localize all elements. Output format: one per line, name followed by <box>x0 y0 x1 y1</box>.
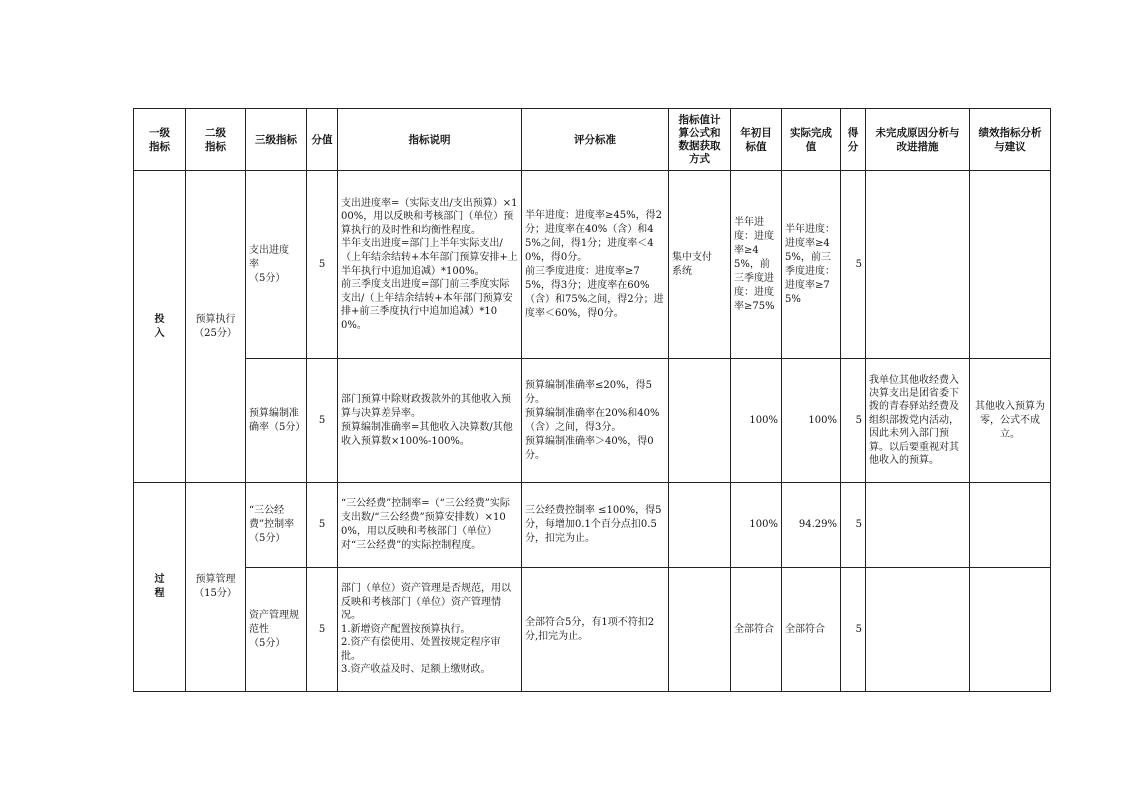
header-level2: 二级 指标 <box>186 109 246 171</box>
level3-cell: 支出进度 率 （5分） <box>246 171 307 359</box>
level2-cell: 预算管理 （15分） <box>186 483 246 692</box>
actual-cell: 94.29% <box>782 483 841 568</box>
level1-cell: 过 程 <box>134 483 186 692</box>
analysis-cell: 我单位其他收经费入决算支出是团省委下拨的青春驿站经费及组织部拨党内活动，因此未列入部门预算。以后要重视对其他收入的预算。 <box>866 359 970 483</box>
suggestion-cell <box>970 483 1051 568</box>
score-cell: 5 <box>841 483 866 568</box>
level1-cell: 投 入 <box>134 171 186 483</box>
formula-cell: 集中支付 系统 <box>669 171 731 359</box>
header-initial-target: 年初目 标值 <box>731 109 782 171</box>
actual-cell: 半年进度：进度率≥45%，前三季度进度：进度率≥75% <box>782 171 841 359</box>
initial-target-cell: 100% <box>731 483 782 568</box>
header-level1: 一级 指标 <box>134 109 186 171</box>
header-description: 指标说明 <box>338 109 522 171</box>
performance-table <box>133 108 1051 692</box>
score-cell: 5 <box>841 171 866 359</box>
header-actual: 实际完成 值 <box>782 109 841 171</box>
header-suggestion: 绩效指标分析 与建议 <box>970 109 1051 171</box>
initial-target-cell: 全部符合 <box>731 568 782 692</box>
description-cell: “三公经费”控制率=（“三公经费”实际支出数/“三公经费”预算安排数）×100%，用以反映和考核部门（单位）对“三公经费”的实际控制程度。 <box>338 483 522 568</box>
suggestion-cell <box>970 171 1051 359</box>
initial-target-cell: 半年进度：进度率≥45%，前三季度进度：进度率≥75% <box>731 171 782 359</box>
score-value-cell: 5 <box>307 171 338 359</box>
score-cell: 5 <box>841 568 866 692</box>
description-cell: 部门（单位）资产管理是否规范，用以反映和考核部门（单位）资产管理情况。 1.新增资产配置按预算执行。 2.资产有偿使用、处置按规定程序审批。 3.资产收益及时、足额上缴财政。 <box>338 568 522 692</box>
suggestion-cell <box>970 568 1051 692</box>
initial-target-cell: 100% <box>731 359 782 483</box>
analysis-cell <box>866 568 970 692</box>
suggestion-cell: 其他收入预算为零，公式不成立。 <box>970 359 1051 483</box>
analysis-cell <box>866 171 970 359</box>
header-row <box>134 109 1051 171</box>
actual-cell: 100% <box>782 359 841 483</box>
analysis-cell <box>866 483 970 568</box>
header-formula: 指标值计 算公式和 数据获取 方式 <box>669 109 731 171</box>
table-row <box>134 171 1051 359</box>
level3-cell: 资产管理规范性 （5分） <box>246 568 307 692</box>
table-row <box>134 359 1051 483</box>
criteria-cell: 预算编制准确率≤20%，得5分。 预算编制准确率在20%和40%（含）之间，得3分。 预算编制准确率＞40%，得0分。 <box>522 359 669 483</box>
header-score-value: 分值 <box>307 109 338 171</box>
criteria-cell: 三公经费控制率 ≤100%，得5分，每增加0.1个百分点扣0.5分，扣完为止。 <box>522 483 669 568</box>
level3-cell: “三公经费”控制率 （5分） <box>246 483 307 568</box>
formula-cell <box>669 568 731 692</box>
formula-cell <box>669 359 731 483</box>
formula-cell <box>669 483 731 568</box>
description-cell: 部门预算中除财政拨款外的其他收入预算与决算差异率。 预算编制准确率=其他收入决算数/其他收入预算数×100%-100%。 <box>338 359 522 483</box>
level3-cell: 预算编制准确率（5分） <box>246 359 307 483</box>
description-cell: 支出进度率=（实际支出/支出预算）×100%，用以反映和考核部门（单位）预算执行的及时性和均衡性程度。 半年支出进度=部门上半年实际支出/（上年结余结转+本年部门预算安排+上半年执行中追加追减）*100%。 前三季度支出进度=部门前三季度实际支出/（上年结余结转+本年部门预算安排+前三季度执行中追加追减）*100%。 <box>338 171 522 359</box>
criteria-cell: 半年进度：进度率≥45%，得2分；进度率在40%（含）和45%之间，得1分；进度率＜40%，得0分。 前三季度进度：进度率≥75%，得3分；进度率在60%（含）和75%之间，得2分；进度率＜60%，得0分。 <box>522 171 669 359</box>
header-criteria: 评分标准 <box>522 109 669 171</box>
score-value-cell: 5 <box>307 359 338 483</box>
score-value-cell: 5 <box>307 568 338 692</box>
header-analysis: 未完成原因分析与 改进措施 <box>866 109 970 171</box>
header-level3: 三级指标 <box>246 109 307 171</box>
header-score: 得 分 <box>841 109 866 171</box>
level2-cell: 预算执行 （25分） <box>186 171 246 483</box>
table-row <box>134 483 1051 568</box>
score-cell: 5 <box>841 359 866 483</box>
table-row <box>134 568 1051 692</box>
criteria-cell: 全部符合5分，有1项不符扣2分,扣完为止。 <box>522 568 669 692</box>
actual-cell: 全部符合 <box>782 568 841 692</box>
score-value-cell: 5 <box>307 483 338 568</box>
